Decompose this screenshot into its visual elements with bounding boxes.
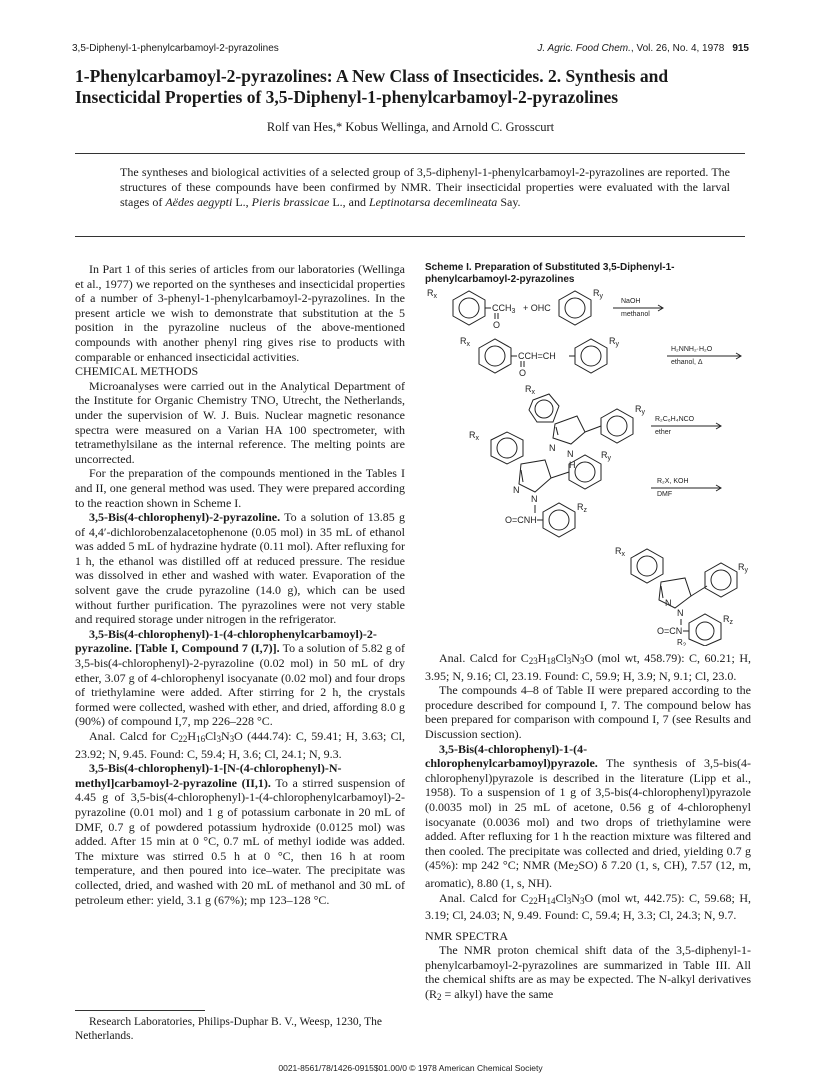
reaction-step-1 [427,288,663,330]
rx-label: $R_x$ [615,546,625,558]
aromatic-circle [497,438,517,458]
benzene-ring [559,291,591,325]
reaction-product [615,546,749,646]
formula-subscript: 23 [528,656,538,666]
paragraph-text: To a solution of 5.82 g of 3,5-bis(4-chlorophenyl)-2-pyrazoline (0.02 mol) in 50 mL of dry ether, 3.07 g of 4-chlorophenyl isocyanate (0.02 mol) and four drops of triethylamine were added. After stirring for 2 h, the crystals formed were collected, washed with ether, and dried, affording 8.0 g (90%) of compound I,7, mp 226–228 °C. [75,641,405,729]
paragraph-nmr [425,943,751,1004]
ry-label: $R_y$ [635,404,645,416]
formula-part: Cl [205,729,217,743]
benzene-ring [491,432,523,464]
section-heading-chemical-methods: CHEMICAL METHODS [75,364,199,379]
benzene-ring [543,503,575,537]
aromatic-circle [549,510,569,530]
formula-subscript: 16 [196,734,206,744]
analysis-1 [75,729,405,761]
aromatic-circle [485,346,505,366]
reagent-label: H₂NNH₂·H₂O [671,346,713,353]
authors: Rolf van Hes,* Kobus Wellinga, and Arnold C. Grosscurt [266,120,555,134]
abstract-text: The syntheses and biological activities of a selected group of 3,5-diphenyl-1-phenylcarbamoyl-2-pyrazolines are reported. The structures of these compounds have been confirmed by NMR. Their insecticidal properties were evaluated with the larval stages of [120,165,730,209]
reagent-label: DMF [657,491,673,498]
run-in-heading: 3,5-Bis(4-chlorophenyl)-1-(4-chlorophenylcarbamoyl)pyrazole. [425,741,598,771]
formula-subscript: 3 [229,734,235,744]
formula-part: Anal. Calcd for C [439,651,529,665]
ry-label: $R_y$ [738,562,748,574]
rx-label: $R_x$ [525,384,535,396]
aromatic-circle [565,298,585,318]
n-atom: N [549,443,556,453]
paragraph-compound-7 [75,627,405,729]
paragraph-compounds-4-8: The compounds 4–8 of Table II were prepared according to the procedure described for compound I, 7. The compound below has been prepared for comparison with compound I, 7 (see Results and Discussion section). [425,683,751,741]
carbonyl-oxygen: O [493,320,501,330]
formula-part: H [187,729,197,743]
formula-part: Anal. Calcd for C [89,729,179,743]
carbamoyl-group: O=CNH [505,515,537,525]
paragraph-text: To a solution of 13.85 g of 4,4′-dichlorobenzalacetophenone (0.05 mol) in 35 mL of ethanol was added 5 mL of hydrazine hydrate (0.11 mol). After refluxing for 1 h, the ethanol was distilled off at reduced pressure. The residue was dissolved in ether and washed with water. Evaporation of the solvent gave the crude pyrazoline (14.0 g), which can be used without further purification. The pyrazolines were not very stable and required storage under nitrogen in the refrigerator. [75,510,405,627]
intro-paragraph: In Part 1 of this series of articles from our laboratories (Wellinga et al., 1977) we reported on the syntheses and insecticidal properties of a number of 3-phenyl-1-phenylcarbamoyl-2-pyrazolines. In the present article we wish to demonstrate that substitution at the 5 position in the pyrazoline nucleus of the above-mentioned compounds with another phenyl ring gives rise to products with comparable or enhanced insecticidal activities. [75,262,405,364]
affiliation-footnote: Research Laboratories, Philips-Duphar B. V., Weesp, 1230, The Netherlands. [75,1016,383,1042]
abstract [120,165,730,210]
species-name: Pieris brassicae [251,195,330,209]
species-name: Aëdes aegypti [165,195,233,209]
formula-subscript: 18 [546,656,556,666]
paragraph-text: = alkyl) have the same [441,987,554,1002]
reagent-label: methanol [621,311,650,318]
footnote-rule [75,1010,205,1011]
reagent-label: R₂X, KOH [657,478,689,485]
abstract-rule [75,236,745,237]
scheme-caption [425,262,751,286]
formula-subscript: 2 [437,992,442,1003]
benzene-ring [575,339,607,373]
n-atom: N [513,485,520,495]
run-in-heading: 3,5-Bis(4-chlorophenyl)-1-(4-chlorophenylcarbamoyl)-2-pyrazoline. [Table I, Compound 7 (I,7)]. [75,626,377,656]
formula-part: N [220,729,230,743]
aromatic-circle [535,400,553,418]
n-atom: N [531,494,538,504]
abstract-text: L., [232,195,252,209]
aromatic-circle [459,298,479,318]
paragraph-text: The NMR proton chemical shift data of the 3,5-diphenyl-1-phenylcarbamoyl-2-pyrazolines are summarized in Table III. All the chemical shifts are as may be expected. The N-alkyl derivatives (R [425,943,751,1002]
scheme-diagram [425,288,751,646]
species-name: Leptinotarsa decemlineata [368,195,498,209]
formula-subscript: 14 [546,895,556,906]
formula-part: N [571,890,580,905]
left-column [75,262,405,907]
formula-part: Cl [555,890,567,905]
aromatic-circle [581,346,601,366]
article-title: 1-Phenylcarbamoyl-2-pyrazolines: A New Class of Insecticides. 2. Synthesis and Insecticidal Properties of 3,5-Diphenyl-1-phenylcarbamoyl-2-pyrazolines [75,66,669,107]
formula-subscript: 2 [573,863,579,874]
carbamoyl-group: O=CN [657,626,683,636]
abstract-text: L., and [329,195,369,209]
rz-label: $R_z$ [723,614,733,626]
formula-part: N [571,651,580,665]
rx-label: $R_x$ [469,430,479,442]
right-column [425,651,751,1005]
reagent-label: ethanol, Δ [671,359,703,366]
reaction-step-3 [525,384,721,470]
paragraph-microanalyses: Microanalyses were carried out in the Analytical Department of the Institute for Organic Chemistry TNO, Utrecht, the Netherlands, under the supervision of W. J. Buis. Nuclear magnetic resonance spectra were measured on a Varian HA 100 spectrometer, with tetramethylsilane as the internal reference. The melting points are uncorrected. [75,378,405,466]
formula-subscript: 3 [216,734,221,744]
aromatic-circle [696,622,714,640]
n-atom: N [677,608,684,618]
carbonyl-oxygen: O [519,368,527,378]
journal-volume: , Vol. 26, No. 4, 1978 [630,43,725,54]
run-in-heading: 3,5-Bis(4-chlorophenyl)-2-pyrazoline. [89,510,281,525]
paragraph-text: The synthesis of 3,5-bis(4-chlorophenyl)pyrazole is described in the literature (Lipp et al., 1958). To a suspension of 1 g of 3,5-bis(4-chlorophenyl)pyrazole (0.0035 mol) in 25 mL of acetone, 0.56 g of 4-chlorophenyl isocyanate (0.0036 mol) and two drops of triethylamine were added. After refluxing for 1 h the reaction mixture was filtered and then cooled. The precipitate was collected and dried, yielding 0.7 g (45%): mp 242 °C; NMR (Me [425,756,751,873]
formula-part: O (mol wt, 458.79): C, 60.21; H, 3.95; N, 9.16; Cl, 23.19. Found: C, 59.9; H, 3.9; N, 9.1; Cl, 23.0. [425,651,752,683]
aromatic-circle [575,462,595,482]
paragraph-pyrazoline [75,510,405,627]
formula-subscript: 3 [579,895,585,906]
benzene-ring [631,549,663,583]
chalcone-link: CCH=CH [518,351,556,361]
scheme-label: Scheme I. [425,262,472,273]
formula-part: Anal. Calcd for C [439,890,529,905]
reaction-step-2 [460,336,741,378]
paragraph-text: To a stirred suspension of 4.45 g of 3,5-bis(4-chlorophenyl)-1-(4-chlorophenylcarbamoyl)-2-pyrazoline (0.01 mol) and 1 g of potassium carbonate in 20 mL of DMF, 0.7 g of powdered potassium hydroxide (0.0125 mol) was added. After 15 min at 0 °C, 0.7 mL of methyl iodide was added. The mixture was stirred 0.5 h at 0 °C, then 16 h at room temperature, and then poured into ice–water. The precipitate was collected, dried, and washed with 20 mL of methanol and 30 mL of petroleum ether: yield, 3.1 g (67%); mp 123–128 °C. [75,775,405,907]
journal-name: J. Agric. Food Chem. [537,43,631,54]
benzene-ring [479,339,511,373]
pyrazoline-ring [553,416,585,444]
n-atom: N [567,449,574,459]
reaction-step-4 [469,430,721,537]
formula-subscript: 3 [579,656,585,666]
benzene-ring [453,291,485,325]
paragraph-pyrazole [425,742,751,891]
formula-subscript: 3 [566,656,572,666]
aromatic-circle [607,416,627,436]
formula-part: Cl [555,651,567,665]
paragraph-text: SO) δ 7.20 (1, s, CH), 7.57 (12, m, aromatic), 8.80 (1, s, NH). [425,858,752,890]
n-atom: N [665,598,672,608]
benzene-ring [705,563,737,597]
benzene-ring [601,409,633,443]
section-heading-nmr: NMR SPECTRA [425,928,509,943]
r2-label: $R_2$ [677,638,687,646]
top-rule [75,153,745,154]
formula-part: O (444.74): C, 59.41; H, 3.63; Cl, 23.92; N, 9.45. Found: C, 59.4; H, 3.6; Cl, 24.1; N, 9.3. [75,729,405,761]
formula-part: H [537,651,547,665]
copyright-line: 0021-8561/78/1426-0915$01.00/0 © 1978 American Chemical Society [278,1063,543,1073]
ry-label: $R_y$ [593,288,603,300]
running-head-left: 3,5-Diphenyl-1-phenylcarbamoyl-2-pyrazolines [72,43,279,54]
reagent-label: ether [655,429,671,436]
aromatic-circle [711,570,731,590]
analysis-2 [425,651,751,683]
page-number: 915 [732,43,749,54]
ry-label: $R_y$ [601,450,611,462]
formula-subscript: 22 [178,734,188,744]
running-head-right [537,43,749,54]
formula-subscript: 22 [528,895,538,906]
reagent-label: NaOH [621,298,641,305]
reagent-label: R₂C₆H₄NCO [655,416,695,423]
aldehyde-label: + OHC [523,303,551,313]
pyrazoline-ring [659,578,691,608]
formula-part: O (mol wt, 442.75): C, 59.68; H, 3.19; Cl, 24.03; N, 9.49. Found: C, 59.4; H, 3.3; Cl, 24.3; N, 9.7. [425,890,752,923]
formula-subscript: 3 [566,895,572,906]
abstract-text: Say. [497,195,521,209]
formula-part: H [537,890,547,905]
benzene-ring [689,614,721,646]
rx-label: $R_x$ [460,336,470,348]
aromatic-circle [637,556,657,576]
paragraph-methyl [75,761,405,907]
running-head [72,43,749,59]
pyrazoline-ring [519,460,551,492]
run-in-heading: 3,5-Bis(4-chlorophenyl)-1-[N-(4-chlorophenyl)-N-methyl]carbamoyl-2-pyrazoline (II,1). [75,761,342,790]
ry-label: $R_y$ [609,336,619,348]
rx-label: $R_x$ [427,288,437,300]
h-atom: H [569,460,576,470]
scheme-title: Preparation of Substituted 3,5-Diphenyl-1-phenylcarbamoyl-2-pyrazolines [425,262,675,285]
acetyl-label: $CCH_3$ [492,303,516,315]
analysis-3 [425,891,751,923]
rz-label: $R_z$ [577,502,587,514]
paragraph-preparation: For the preparation of the compounds mentioned in the Tables I and II, one general method was used. They were prepared according to the reaction shown in Scheme I. [75,466,405,510]
